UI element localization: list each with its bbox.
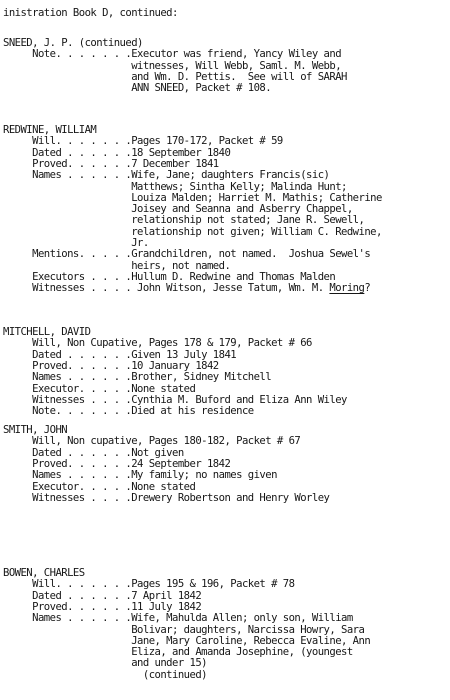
entry-redwine-william-line — [3, 283, 370, 294]
entry-text: BOWEN, CHARLES — [3, 567, 85, 579]
entry-text: Witnesses . . . .Drewery Robertson and Henry Worley — [3, 491, 330, 504]
entry-text: relationship not given; William C. Redwine, — [3, 225, 382, 238]
entry-text: SMITH, JOHN — [3, 424, 68, 436]
entry-text: Names . . . . . .Wife, Mahulda Allen; only son, William — [3, 612, 353, 625]
entry-text: MITCHELL, DAVID — [3, 326, 91, 338]
entry-text: Joisey and Seanna and Asberry Chappel, — [3, 203, 353, 216]
entry-text: (continued) — [3, 668, 207, 681]
entry-text: SNEED, J. P. (continued) — [3, 37, 143, 49]
entry-text: Proved. . . . . .7 December 1841 — [3, 157, 219, 170]
entry-text: Note. . . . . . .Died at his residence — [3, 405, 254, 418]
entry-text: ANN SNEED, Packet # 108. — [3, 82, 272, 95]
entry-text: Names . . . . . .Wife, Jane; daughters Francis(sic) — [3, 169, 330, 182]
page-heading: inistration Book D, continued: — [3, 7, 178, 19]
entry-text: Will, Non cupative, Pages 180-182, Packet # 67 — [3, 435, 301, 448]
entry-text: Mentions. . . . .Grandchildren, not named. Joshua Sewel's — [3, 248, 371, 261]
entry-text: Names . . . . . .Brother, Sidney Mitchell — [3, 371, 272, 384]
entry-sneed-j-p-line — [3, 83, 271, 94]
entry-text: witnesses, Will Webb, Saml. M. Webb, — [3, 59, 342, 72]
entry-text: Louiza Malden; Harriet M. Mathis; Catherine — [3, 191, 382, 204]
entry-text: heirs, not named. — [3, 259, 231, 272]
entry-text: Note. . . . . . .Executor was friend, Yancy Wiley and — [3, 48, 342, 61]
entry-bowen-charles-line — [3, 670, 207, 681]
entry-smith-john-line — [3, 493, 329, 504]
entry-text: Bolivar; daughters, Narcissa Howry, Sara — [3, 623, 365, 636]
entry-text: Dated . . . . . .Given 13 July 1841 — [3, 348, 237, 361]
entry-text: Dated . . . . . .18 September 1840 — [3, 146, 231, 159]
entry-text: Will, Non Cupative, Pages 178 & 179, Packet # 66 — [3, 337, 312, 350]
entry-text: relationship not stated; Jane R. Sewell, — [3, 214, 365, 227]
entry-text: Matthews; Sintha Kelly; Malinda Hunt; — [3, 180, 347, 193]
entry-text: Proved. . . . . .10 January 1842 — [3, 359, 219, 372]
entry-text: Executor. . . . .None stated — [3, 382, 196, 395]
entry-text: Proved. . . . . .24 September 1842 — [3, 457, 231, 470]
entry-text: Witnesses . . . . John Witson, Jesse Tatum, Wm. M. — [3, 282, 330, 295]
entry-text: Dated . . . . . .7 April 1842 — [3, 589, 202, 602]
question-mark: ? — [364, 282, 371, 295]
entry-text: Will. . . . . . .Pages 195 & 196, Packet # 78 — [3, 578, 295, 591]
entry-text: REDWINE, WILLIAM — [3, 124, 97, 136]
entry-text: Executor. . . . .None stated — [3, 480, 196, 493]
entry-text: Dated . . . . . .Not given — [3, 446, 184, 459]
entry-text: Jr. — [3, 237, 149, 249]
entry-text: Witnesses . . . .Cynthia M. Buford and Eliza Ann Wiley — [3, 393, 347, 406]
entry-text: Executors . . . .Hullum D. Redwine and Thomas Malden — [3, 270, 336, 283]
entry-text: Jane, Mary Caroline, Rebecca Evaline, Ann — [3, 634, 371, 647]
entry-text: and under 15) — [3, 657, 207, 670]
entry-text: Proved. . . . . .11 July 1842 — [3, 600, 202, 613]
entry-mitchell-david-line — [3, 406, 254, 417]
entry-text: and Wm. D. Pettis. See will of SARAH — [3, 70, 347, 83]
entry-text: Names . . . . . .My family; no names given — [3, 469, 277, 482]
entry-text: Eliza, and Amanda Josephine, (youngest — [3, 646, 353, 659]
entry-text: Will. . . . . . .Pages 170-172, Packet # 59 — [3, 135, 283, 148]
underlined-surname: Moring — [329, 282, 365, 295]
